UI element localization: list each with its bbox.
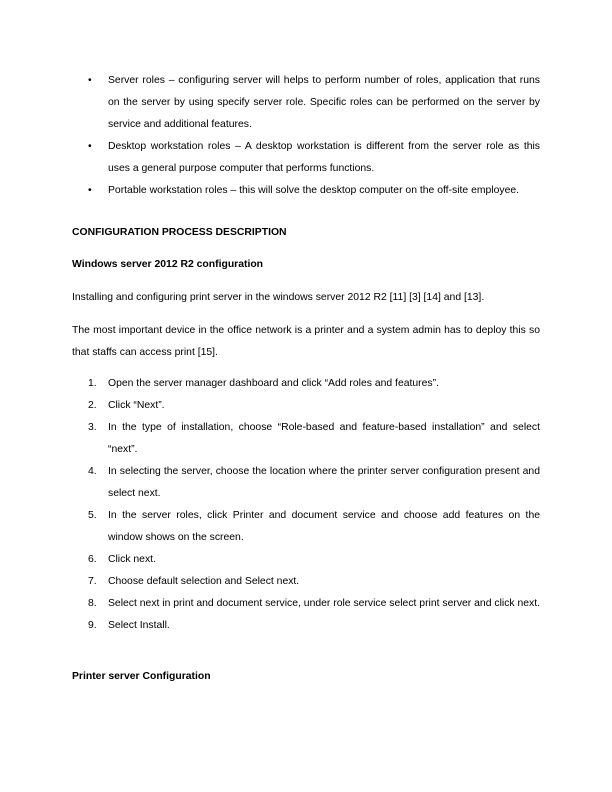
- step-text: In selecting the server, choose the location where the printer server configuration present and select next.: [108, 466, 540, 499]
- step-number: 4.: [88, 466, 97, 477]
- list-item: [72, 373, 540, 395]
- step-number: 3.: [88, 422, 97, 433]
- configuration-steps-list: [72, 373, 540, 637]
- list-item: [72, 180, 540, 202]
- list-item: [72, 461, 540, 505]
- step-number: 1.: [88, 378, 97, 389]
- roles-bullet-list: [72, 70, 540, 202]
- final-heading: Printer server Configuration: [72, 671, 211, 682]
- step-number: 2.: [88, 400, 97, 411]
- section-heading: CONFIGURATION PROCESS DESCRIPTION: [72, 227, 287, 238]
- list-item: [72, 136, 540, 180]
- list-item: [72, 549, 540, 571]
- intro-paragraph: Installing and configuring print server in the windows server 2012 R2 [11] [3] [14] and [13].: [72, 292, 485, 303]
- step-number: 8.: [88, 598, 97, 609]
- bullet-marker: •: [88, 75, 92, 86]
- bullet-text: Portable workstation roles – this will solve the desktop computer on the off-site employee.: [108, 185, 520, 196]
- step-text: Open the server manager dashboard and click “Add roles and features”.: [108, 378, 439, 389]
- step-text: Click next.: [108, 554, 156, 565]
- step-text: Select Install.: [108, 620, 170, 631]
- list-item: [72, 505, 540, 549]
- step-text: In the server roles, click Printer and document service and choose add features on the window shows on the screen.: [108, 510, 540, 543]
- list-item: [72, 571, 540, 593]
- list-item: [72, 417, 540, 461]
- step-text: In the type of installation, choose “Role-based and feature-based installation” and select “next”.: [108, 422, 540, 455]
- step-number: 9.: [88, 620, 97, 631]
- subsection-heading: Windows server 2012 R2 configuration: [72, 259, 264, 270]
- step-number: 5.: [88, 510, 97, 521]
- list-item: [72, 395, 540, 417]
- list-item: [72, 593, 540, 615]
- step-text: Select next in print and document service, under role service select print server and click next.: [108, 598, 540, 609]
- bullet-marker: •: [88, 185, 92, 196]
- list-item: [72, 615, 540, 637]
- step-number: 6.: [88, 554, 97, 565]
- step-text: Choose default selection and Select next.: [108, 576, 300, 587]
- step-text: Click “Next”.: [108, 400, 165, 411]
- bullet-text: Server roles – configuring server will helps to perform number of roles, application that runs on the server by using specify server role. Specific roles can be performed on the server by service and additional features.: [108, 75, 540, 130]
- step-number: 7.: [88, 576, 97, 587]
- bullet-text: Desktop workstation roles – A desktop workstation is different from the server role as this uses a general purpose computer that performs functions.: [108, 141, 540, 174]
- body-paragraph: The most important device in the office network is a printer and a system admin has to deploy this so that staffs can access print [15].: [72, 325, 540, 358]
- bullet-marker: •: [88, 141, 92, 152]
- list-item: [72, 70, 540, 136]
